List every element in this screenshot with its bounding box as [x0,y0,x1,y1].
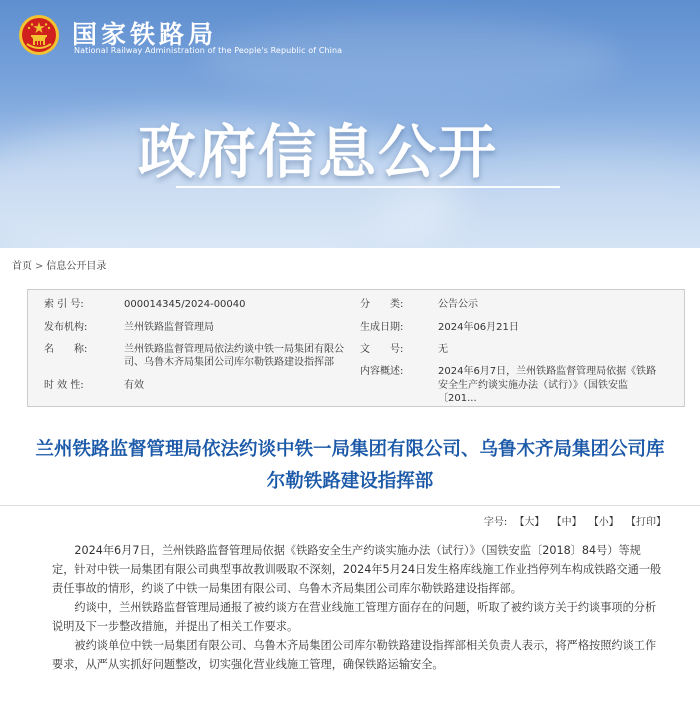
category-label: 分 类: [360,299,404,310]
font-medium-button[interactable]: 【中】 [551,517,582,528]
validity-value: 有效 [124,380,144,391]
national-emblem-icon[interactable] [18,14,60,56]
summary-value-line3: 〔201... [438,393,477,404]
article-title [30,434,670,498]
date-label: 生成日期: [360,322,404,333]
font-size-controls [484,513,666,528]
font-large-button[interactable]: 【大】 [514,517,545,528]
header-banner [0,0,700,248]
summary-value-line1: 2024年6月7日，兰州铁路监督管理局依据《铁路 [438,366,657,377]
category-value: 公告公示 [438,299,478,310]
breadcrumb-home[interactable]: 首页 [12,261,32,272]
name-label: 名 称: [44,344,88,355]
breadcrumb [12,257,106,272]
banner-title: 政府信息公开 [138,118,499,186]
article-title-line1: 兰州铁路监督管理局依法约谈中铁一局集团有限公司、乌鲁木齐局集团公司库 [35,439,665,460]
article-content [52,541,662,674]
document-info-table [27,289,685,407]
index-value: 000014345/2024-00040 [124,299,246,310]
banner-haze [200,20,620,100]
validity-label: 时 效 性: [44,380,84,391]
paragraph: 2024年6月7日，兰州铁路监督管理局依据《铁路安全生产约谈实施办法（试行）》（国铁安监〔2018〕84号）等规定，针对中铁一局集团有限公司典型事故教训吸取不深刻，2024年5月24日发生格库线施工作业挡停列车构成铁路交通一般责任事故的情形，约谈了中铁一局集团有限公司、乌鲁木齐局集团公司库尔勒铁路建设指挥部。 [52,544,662,595]
divider [0,505,700,506]
issuer-label: 发布机构: [44,322,88,333]
docno-value: 无 [438,344,448,355]
site-name[interactable]: 国家铁路局 [72,20,218,49]
font-size-label: 字号: [483,517,508,528]
summary-label: 内容概述: [360,366,404,377]
banner-underline [176,186,560,188]
paragraph: 被约谈单位中铁一局集团有限公司、乌鲁木齐局集团公司库尔勒铁路建设指挥部相关负责人表示，将严格按照约谈工作要求，从严从实抓好问题整改，切实强化营业线施工管理，确保铁路运输安全。 [52,639,657,671]
font-small-button[interactable]: 【小】 [588,517,619,528]
site-name-english: National Railway Administration of the People's Republic of China [74,46,343,55]
index-label: 索 引 号: [44,299,84,310]
summary-value-line2: 安全生产约谈实施办法（试行）》（国铁安监 [438,380,628,391]
name-value-line1: 兰州铁路监督管理局依法约谈中铁一局集团有限公 [124,344,344,355]
docno-label: 文 号: [360,344,404,355]
issuer-value: 兰州铁路监督管理局 [124,322,214,333]
article-title-line2: 尔勒铁路建设指挥部 [266,471,434,492]
breadcrumb-separator: > [35,261,44,272]
name-value-line2: 司、乌鲁木齐局集团公司库尔勒铁路建设指挥部 [124,357,334,368]
paragraph: 约谈中，兰州铁路监督管理局通报了被约谈方在营业线施工管理方面存在的问题，听取了被约谈方关于约谈事项的分析说明及下一步整改措施，并提出了相关工作要求。 [52,601,657,633]
breadcrumb-current[interactable]: 信息公开目录 [46,261,107,272]
date-value: 2024年06月21日 [438,322,519,333]
print-button[interactable]: 【打印】 [626,517,666,528]
